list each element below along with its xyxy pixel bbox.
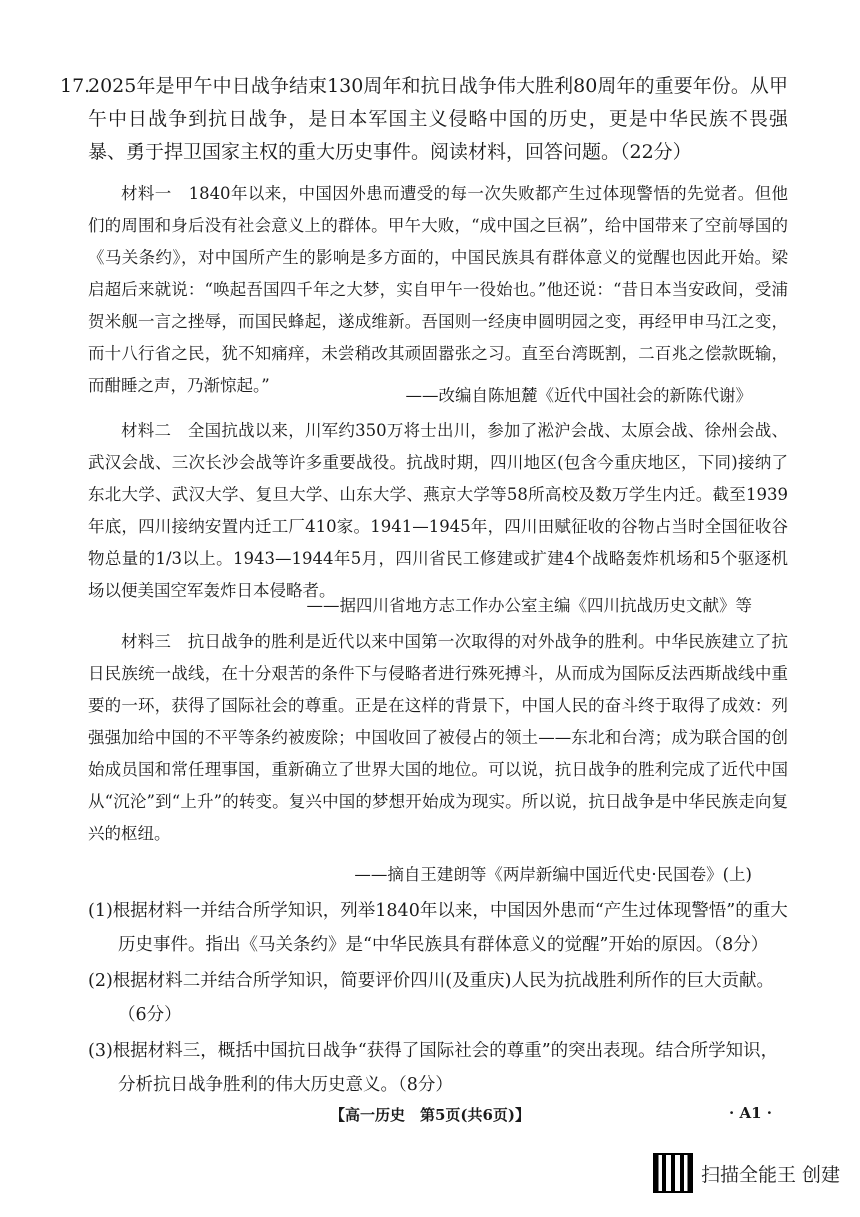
material-1-source: ——改编自陈旭麓《近代中国社会的新陈代谢》 bbox=[405, 386, 752, 405]
scanner-watermark bbox=[653, 1151, 840, 1195]
footer-page-info: 【高一历史 第5页(共6页)】 bbox=[329, 1106, 531, 1124]
material-3: 材料三 抗日战争的胜利是近代以来中国第一次取得的对外战争的胜利。中华民族建立了抗日民族统一战线，在十分艰苦的条件下与侵略者进行殊死搏斗，从而成为国际反法西斯战线中重要的一环，获得了国际社会的尊重。正是在这样的背景下，中国人民的奋斗终于取得了成效：列强强加给中国的不平等条约被废除；中国收回了被侵占的领土——东北和台湾；成为联合国的创始成员国和常任理事国，重新确立了世界大国的地位。可以说，抗日战争的胜利完成了近代中国从“沉沦”到“上升”的转变。复兴中国的梦想开始成为现实。所以说，抗日战争是中华民族走向复兴的枢纽。 bbox=[88, 632, 788, 843]
question-17 bbox=[60, 70, 788, 169]
subquestion-3-line2: 分析抗日战争胜利的伟大历史意义。（8分） bbox=[118, 1075, 453, 1095]
subquestion-2-line1: (2)根据材料二并结合所学知识，简要评价四川(及重庆)人民为抗战胜利所作的巨大贡献。 bbox=[88, 971, 774, 991]
material-2-source: ——据四川省地方志工作办公室主编《四川抗战历史文献》等 bbox=[306, 596, 752, 615]
subquestion-1-line2: 历史事件。指出《马关条约》是“中华民族具有群体意义的觉醒”开始的原因。（8分） bbox=[118, 935, 769, 955]
subquestion-1 bbox=[88, 894, 788, 962]
question-stem: 2025年是甲午中日战争结束130周年和抗日战争伟大胜利80周年的重要年份。从甲午中日战争到抗日战争，是日本军国主义侵略中国的历史，更是中华民族不畏强暴、勇于捍卫国家主权的重大历史事件。阅读材料，回答问题。（22分） bbox=[88, 75, 788, 163]
material-2: 材料二 全国抗战以来，川军约350万将士出川，参加了淞沪会战、太原会战、徐州会战、武汉会战、三次长沙会战等许多重要战役。抗战时期，四川地区(包含今重庆地区，下同)接纳了东北大学、武汉大学、复旦大学、山东大学、燕京大学等58所高校及数万学生内迁。截至1939年底，四川接纳安置内迁工厂410家。1941—1945年，四川田赋征收的谷物占当时全国征收谷物总量的1/3以上。1943—1944年5月，四川省民工修建或扩建4个战略轰炸机场和5个驱逐机场以便美国空军轰炸日本侵略者。 bbox=[88, 421, 788, 600]
material-3-source: ——摘自王建朗等《两岸新编中国近代史·民国卷》(上) bbox=[354, 865, 752, 884]
subquestion-1-line1: (1)根据材料一并结合所学知识，列举1840年以来，中国因外患而“产生过体现警悟”的重大 bbox=[88, 901, 788, 921]
question-number: 17. bbox=[60, 75, 91, 97]
material-1: 材料一 1840年以来，中国因外患而遭受的每一次失败都产生过体现警悟的先觉者。但他们的周围和身后没有社会意义上的群体。甲午大败，“成中国之巨祸”，给中国带来了空前辱国的《马关条约》，对中国所产生的影响是多方面的，中国民族具有群体意义的觉醒也因此开始。梁启超后来就说：“唤起吾国四千年之大梦，实自甲午一役始也。”他还说：“昔日本当安政间，受浦贺米舰一言之挫辱，而国民蜂起，遂成维新。吾国则一经庚申圆明园之变，再经甲申马江之变，而十八行省之民，犹不知痛痒，未尝稍改其顽固嚣张之习。直至台湾既割，二百兆之偿款既输，而酣睡之声，乃渐惊起。” bbox=[88, 184, 788, 395]
subquestion-3-line1: (3)根据材料三，概括中国抗日战争“获得了国际社会的尊重”的突出表现。结合所学知识， bbox=[88, 1041, 779, 1061]
subquestion-3 bbox=[88, 1034, 788, 1102]
subquestion-2 bbox=[88, 964, 788, 1032]
footer-code: · A1 · bbox=[729, 1104, 772, 1122]
subquestion-2-line2: （6分） bbox=[118, 1005, 182, 1025]
qr-code-icon bbox=[653, 1153, 693, 1193]
watermark-text: 扫描全能王 创建 bbox=[700, 1163, 840, 1186]
page-footer bbox=[0, 1100, 860, 1130]
